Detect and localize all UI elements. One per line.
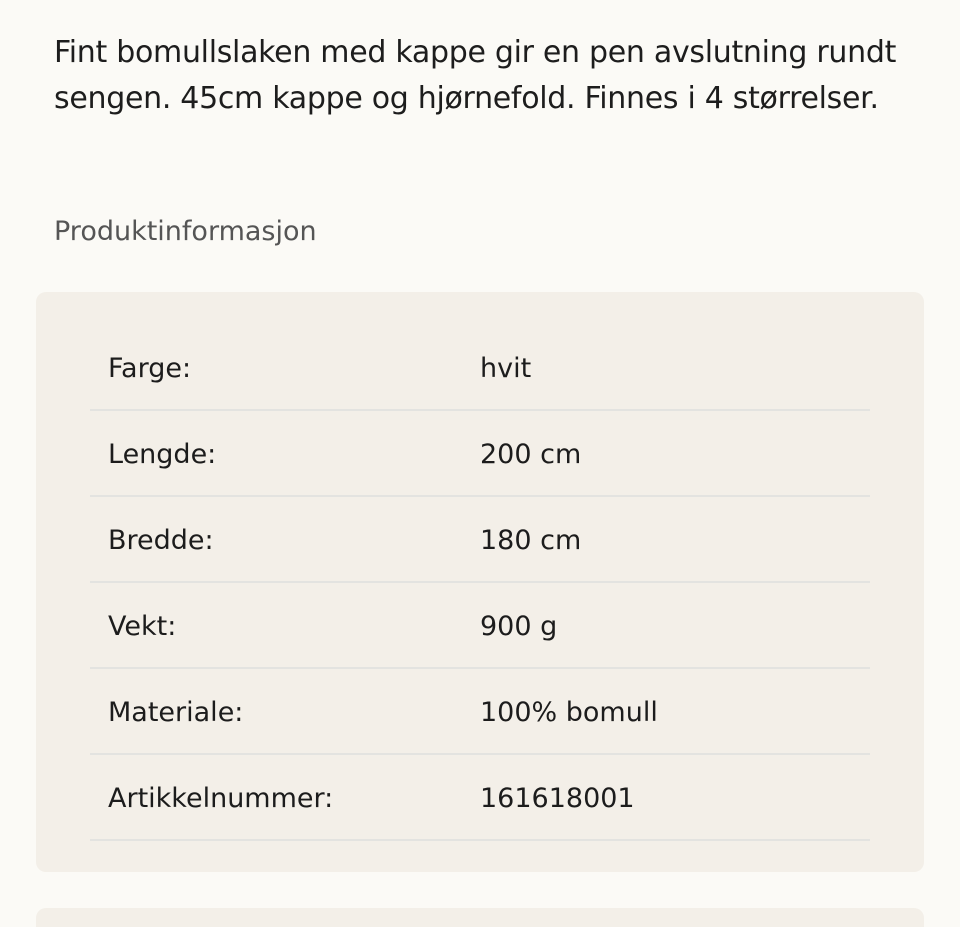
info-row-article-number (90, 755, 870, 841)
info-value: 200 cm (480, 439, 582, 470)
info-label: Artikkelnummer: (108, 783, 334, 814)
info-label: Bredde: (108, 525, 214, 556)
info-row-material (90, 669, 870, 755)
info-row-color (90, 325, 870, 411)
product-description: Fint bomullslaken med kappe gir en pen avslutning rundt sengen. 45cm kappe og hjørnefold. Finnes i 4 størrelser. (54, 35, 897, 116)
info-row-width (90, 497, 870, 583)
info-label: Lengde: (108, 439, 217, 470)
info-label: Materiale: (108, 697, 244, 728)
info-value: 180 cm (480, 525, 582, 556)
next-section-card (36, 908, 924, 927)
info-value: hvit (480, 353, 532, 384)
product-info-table (90, 325, 870, 841)
product-info-heading: Produktinformasjon (54, 216, 317, 247)
info-value: 161618001 (480, 783, 635, 814)
product-info-card (36, 292, 924, 872)
info-row-weight (90, 583, 870, 669)
info-label: Farge: (108, 353, 192, 384)
info-label: Vekt: (108, 611, 177, 642)
info-value: 900 g (480, 611, 558, 642)
info-value: 100% bomull (480, 697, 658, 728)
info-row-length (90, 411, 870, 497)
